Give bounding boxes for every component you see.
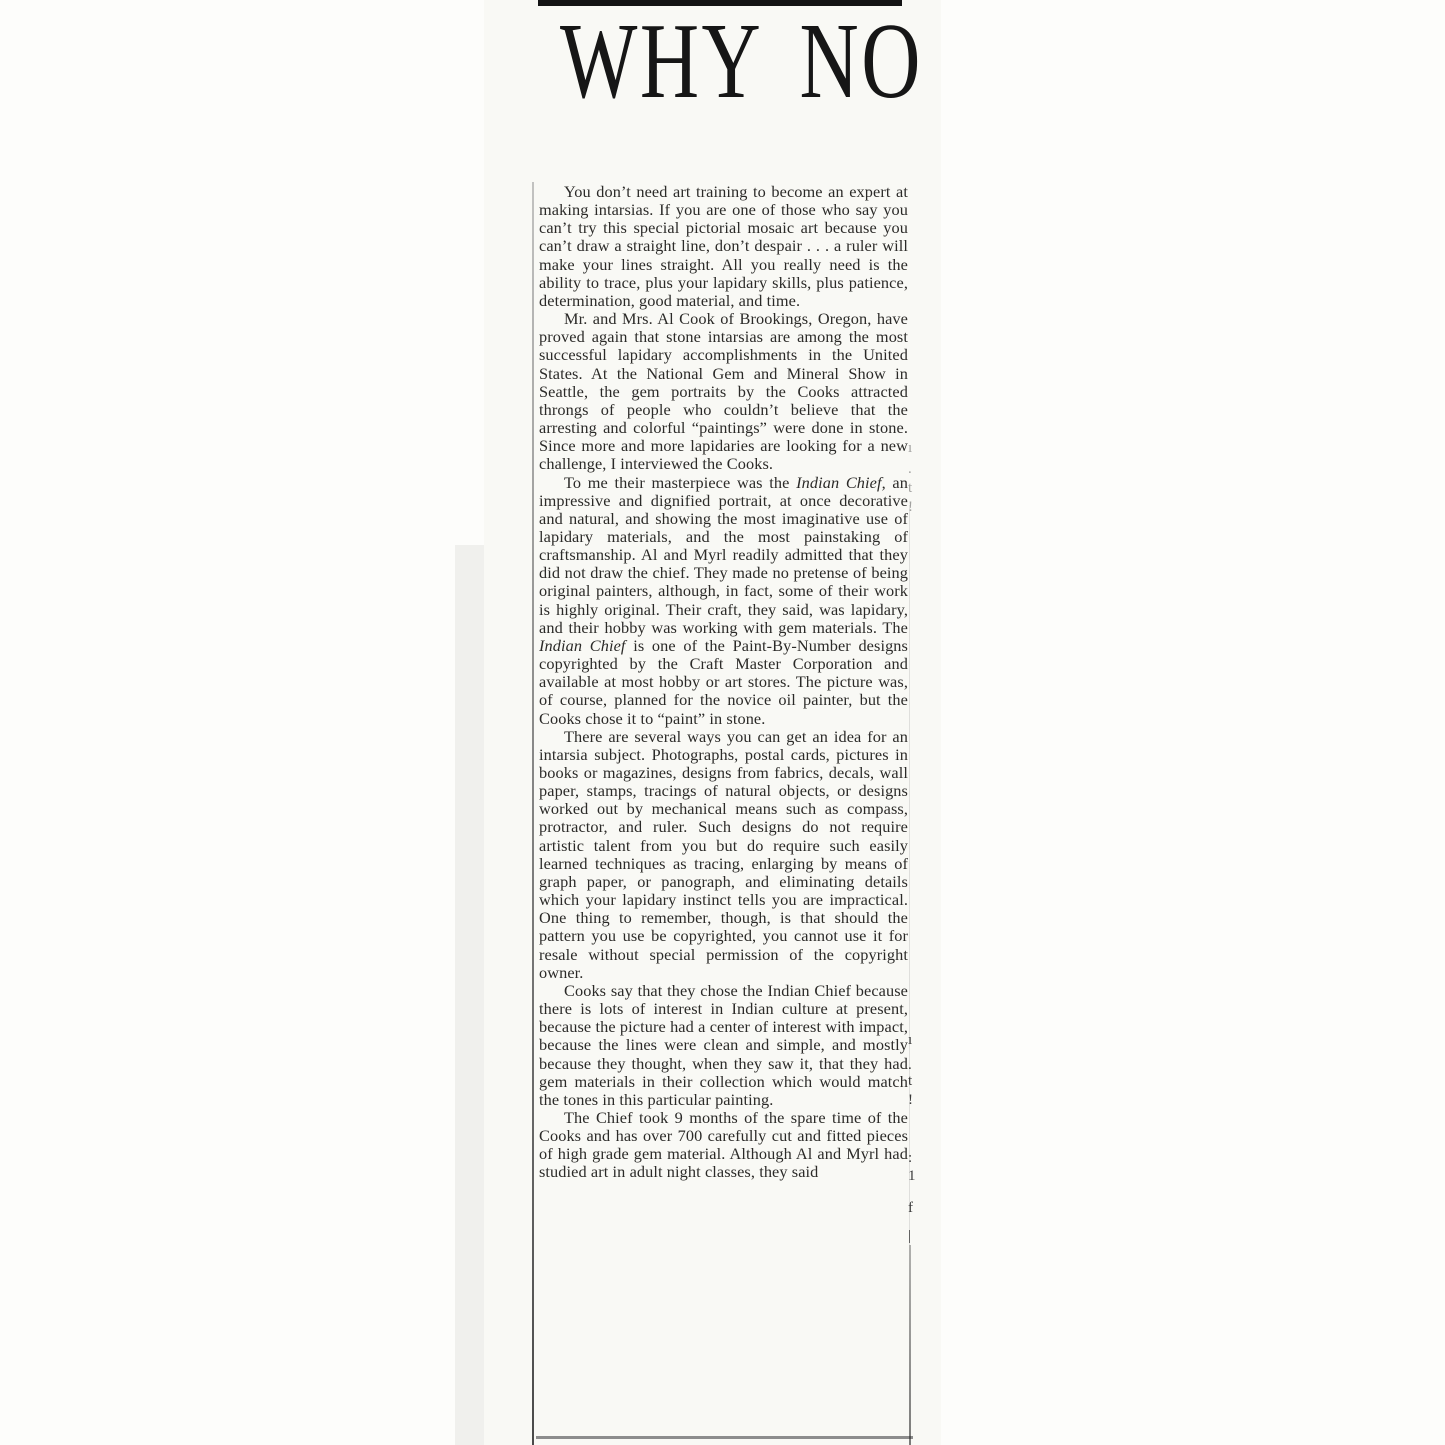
body-text: There are several ways you can get an idea for an intarsia subject. Photographs, postal cards, pictures in books or magazines, designs from fabrics, decals, wall paper, stamps, tracings of natural objects, or designs worked out by mechanical means such as compass, protractor, and ruler. Such designs do not require artistic talent from you but do require such easily learned techniques as tracing, enlarging by means of graph paper, or panograph, and eliminating details which your lapidary instinct tells you are impractical. One thing to remember, though, is that should the pattern you use be copyrighted, you cannot use it for resale without special permission of the copyright owner. [539, 726, 908, 982]
cut-text-fragment: ı [908, 440, 913, 456]
body-text: is one of the Paint-By-Number designs copyrighted by the Craft Master Corporation and available at most hobby or art stores. The picture was, of course, planned for the novice oil painter, but the Cooks chose it to “paint” in stone. [539, 635, 908, 728]
body-text: Mr. and Mrs. Al Cook of Brookings, Oregon, have proved again that stone intarsias are among the most successful lapidary accomplishments in the United States. At the National Gem and Mineral Show in Seattle, the gem portraits by the Cooks attracted throngs of people who couldn’t believe that the arresting and colorful “paintings” were done in stone. Since more and more lapidaries are looking for a new challenge, I interviewed the Cooks. [539, 309, 908, 474]
bottom-rule [536, 1436, 913, 1439]
cut-text-fragment: . [908, 1057, 912, 1073]
body-text: an impressive and dignified portrait, at once decorative and natural, and showing the most imaginative use of lapidary materials, and the most painstaking of craftsmanship. Al and Myrl readily admitted that they did not draw the chief. They made no pretense of being original painters, although, in fact, some of their work is highly original. Their craft, they said, was lapidary, and their hobby was working with gem materials. The [539, 472, 908, 637]
paragraph [539, 1109, 908, 1182]
article-column [539, 183, 908, 1445]
paragraph [539, 183, 908, 310]
headline: WHY NO [560, 0, 923, 121]
cut-text-fragment: : [908, 1150, 913, 1166]
paragraph [539, 310, 908, 473]
cut-text-fragment: . [908, 461, 912, 477]
body-text: You don’t need art training to become an expert at making intarsias. If you are one of those who say you can’t try this special pictorial mosaic art because you can’t draw a straight line, don’t despair . . . a ruler will make your lines straight. All you really need is the ability to trace, plus your lapidary skills, plus patience, determination, good material, and time. [539, 183, 908, 310]
cut-text-fragment: f [908, 1200, 913, 1216]
right-edge-rule [909, 1245, 911, 1445]
cut-text-fragment: t [908, 480, 913, 496]
paragraph [539, 982, 908, 1109]
italic-text: Indian Chief, [796, 472, 886, 492]
cut-text-fragment: ı [908, 1032, 913, 1048]
right-edge-rule-faint [909, 505, 910, 1245]
scan-shadow-left [455, 545, 484, 1445]
cut-text-fragment: ! [908, 1092, 913, 1108]
body-text: Cooks say that they chose the Indian Chief because there is lots of interest in Indian culture at present, because the picture had a center of interest with impact, because the lines were clean and simple, and mostly because they thought, when they saw it, that they had gem materials in their collection which would match the tones in this particular painting. [539, 980, 908, 1109]
body-text: To me their masterpiece was the [564, 472, 797, 492]
italic-text: Indian Chief [539, 635, 626, 655]
cut-text-fragment: ! [908, 499, 913, 515]
cut-text-fragment: | [908, 1228, 912, 1244]
body-text: The Chief took 9 months of the spare time of the Cooks and has over 700 carefully cut and fitted pieces of high grade gem material. Although Al and Myrl had studied art in adult night classes, they said [539, 1107, 908, 1182]
paragraph [539, 474, 908, 728]
left-edge-rule [532, 182, 534, 1445]
cut-text-fragment: t [908, 1073, 913, 1089]
paragraph [539, 728, 908, 982]
cut-text-fragment: 1 [908, 1168, 916, 1184]
